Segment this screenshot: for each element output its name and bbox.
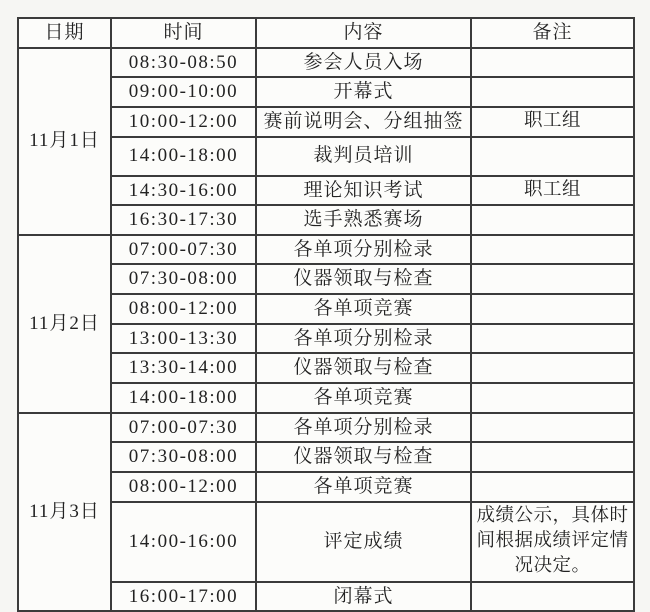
schedule-row: [18, 294, 634, 324]
header-content: 内容: [256, 18, 471, 48]
schedule-table: [17, 17, 635, 612]
date-cell: 11月1日: [18, 48, 111, 235]
note-cell: [471, 205, 634, 235]
content-cell: 裁判员培训: [256, 137, 471, 176]
note-cell: [471, 582, 634, 612]
schedule-row: [18, 176, 634, 206]
note-cell: [471, 413, 634, 443]
note-cell: [471, 77, 634, 107]
time-cell: 07:30-08:00: [111, 442, 256, 472]
header-time: 时间: [111, 18, 256, 48]
content-cell: 参会人员入场: [256, 48, 471, 78]
time-cell: 14:00-16:00: [111, 502, 256, 582]
note-cell: [471, 442, 634, 472]
content-cell: 各单项竞赛: [256, 472, 471, 502]
content-cell: 选手熟悉赛场: [256, 205, 471, 235]
schedule-row: [18, 502, 634, 582]
content-cell: 仪器领取与检查: [256, 353, 471, 383]
content-cell: 评定成绩: [256, 502, 471, 582]
schedule-row: [18, 383, 634, 413]
content-cell: 各单项分别检录: [256, 324, 471, 354]
date-cell: 11月3日: [18, 413, 111, 612]
time-cell: 13:00-13:30: [111, 324, 256, 354]
schedule-row: [18, 107, 634, 137]
note-cell: [471, 48, 634, 78]
schedule-row: [18, 77, 634, 107]
schedule-row: [18, 472, 634, 502]
content-cell: 开幕式: [256, 77, 471, 107]
note-cell: 职工组: [471, 176, 634, 206]
time-cell: 16:00-17:00: [111, 582, 256, 612]
schedule-row: [18, 48, 634, 78]
schedule-row: [18, 442, 634, 472]
schedule-row: [18, 264, 634, 294]
time-cell: 09:00-10:00: [111, 77, 256, 107]
table-header: [18, 18, 634, 48]
content-cell: 赛前说明会、分组抽签: [256, 107, 471, 137]
note-cell: [471, 264, 634, 294]
time-cell: 16:30-17:30: [111, 205, 256, 235]
header-date: 日期: [18, 18, 111, 48]
time-cell: 08:00-12:00: [111, 472, 256, 502]
time-cell: 08:30-08:50: [111, 48, 256, 78]
schedule-body: [18, 48, 634, 612]
schedule-row: [18, 582, 634, 612]
schedule-row: [18, 324, 634, 354]
note-cell: 成绩公示，具体时间根据成绩评定情况决定。: [471, 502, 634, 582]
time-cell: 07:30-08:00: [111, 264, 256, 294]
note-cell: [471, 294, 634, 324]
content-cell: 仪器领取与检查: [256, 264, 471, 294]
time-cell: 07:00-07:30: [111, 413, 256, 443]
note-cell: [471, 137, 634, 176]
time-cell: 08:00-12:00: [111, 294, 256, 324]
schedule-row: [18, 413, 634, 443]
content-cell: 仪器领取与检查: [256, 442, 471, 472]
time-cell: 14:30-16:00: [111, 176, 256, 206]
content-cell: 闭幕式: [256, 582, 471, 612]
note-cell: [471, 383, 634, 413]
time-cell: 10:00-12:00: [111, 107, 256, 137]
header-row: [18, 18, 634, 48]
date-cell: 11月2日: [18, 235, 111, 413]
note-cell: [471, 353, 634, 383]
schedule-row: [18, 205, 634, 235]
note-cell: [471, 324, 634, 354]
time-cell: 07:00-07:30: [111, 235, 256, 265]
content-cell: 各单项分别检录: [256, 235, 471, 265]
content-cell: 各单项分别检录: [256, 413, 471, 443]
note-cell: 职工组: [471, 107, 634, 137]
time-cell: 14:00-18:00: [111, 137, 256, 176]
header-note: 备注: [471, 18, 634, 48]
note-cell: [471, 235, 634, 265]
time-cell: 13:30-14:00: [111, 353, 256, 383]
schedule-row: [18, 235, 634, 265]
schedule-row: [18, 137, 634, 176]
content-cell: 理论知识考试: [256, 176, 471, 206]
schedule-row: [18, 353, 634, 383]
time-cell: 14:00-18:00: [111, 383, 256, 413]
note-cell: [471, 472, 634, 502]
content-cell: 各单项竞赛: [256, 294, 471, 324]
content-cell: 各单项竞赛: [256, 383, 471, 413]
